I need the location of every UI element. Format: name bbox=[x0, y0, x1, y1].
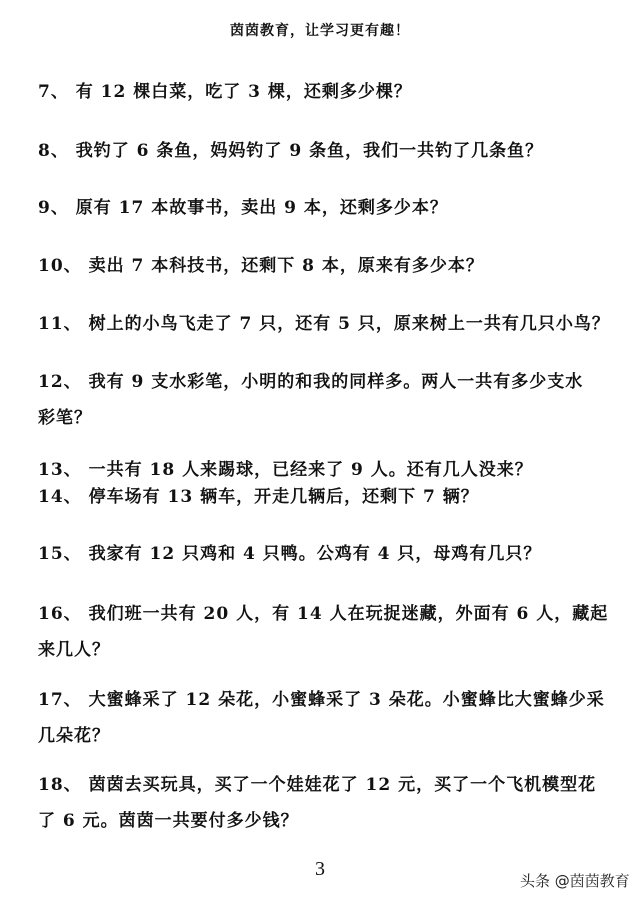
question-text: 13、 一共有 18 人来踢球，已经来了 9 人。还有几人没来？ bbox=[38, 460, 533, 480]
question-15 bbox=[38, 536, 608, 572]
question-text: 14、 停车场有 13 辆车，开走几辆后，还剩下 7 辆？ bbox=[38, 487, 479, 507]
page-number: 3 bbox=[315, 858, 325, 880]
question-17 bbox=[38, 682, 608, 754]
question-text-continued: 了 6 元。茵茵一共要付多少钱？ bbox=[38, 811, 299, 831]
question-text: 11、 树上的小鸟飞走了 7 只，还有 5 只，原来树上一共有几只小鸟？ bbox=[38, 314, 610, 334]
question-10 bbox=[38, 248, 608, 284]
question-18 bbox=[38, 767, 608, 839]
question-text: 8、 我钓了 6 条鱼，妈妈钓了 9 条鱼，我们一共钓了几条鱼？ bbox=[38, 141, 544, 161]
question-9 bbox=[38, 190, 608, 226]
question-text: 9、 原有 17 本故事书，卖出 9 本，还剩多少本？ bbox=[38, 198, 448, 218]
question-text: 12、 我有 9 支水彩笔，小明的和我的同样多。两人一共有多少支水 bbox=[38, 372, 584, 392]
question-12 bbox=[38, 364, 608, 436]
question-text: 18、 茵茵去买玩具，买了一个娃娃花了 12 元，买了一个飞机模型花 bbox=[38, 775, 597, 795]
question-11 bbox=[38, 306, 608, 342]
question-text-continued: 彩笔？ bbox=[38, 408, 92, 428]
question-text: 16、 我们班一共有 20 人，有 14 人在玩捉迷藏，外面有 6 人，藏起 bbox=[38, 604, 609, 624]
question-text: 17、 大蜜蜂采了 12 朵花，小蜜蜂采了 3 朵花。小蜜蜂比大蜜蜂少采 bbox=[38, 690, 605, 710]
question-text: 15、 我家有 12 只鸡和 4 只鸭。公鸡有 4 只，母鸡有几只？ bbox=[38, 544, 542, 564]
question-8 bbox=[38, 133, 608, 169]
question-text: 7、 有 12 棵白菜，吃了 3 棵，还剩多少棵？ bbox=[38, 82, 412, 102]
question-text-continued: 几朵花？ bbox=[38, 726, 110, 746]
question-16 bbox=[38, 596, 608, 668]
question-14 bbox=[38, 479, 608, 515]
page-header: 茵茵教育，让学习更有趣！ bbox=[230, 23, 410, 39]
question-text: 10、 卖出 7 本科技书，还剩下 8 本，原来有多少本？ bbox=[38, 256, 484, 276]
source-watermark: 头条 @茵茵教育 bbox=[520, 872, 630, 890]
question-7 bbox=[38, 74, 608, 110]
question-text-continued: 来几人？ bbox=[38, 640, 110, 660]
